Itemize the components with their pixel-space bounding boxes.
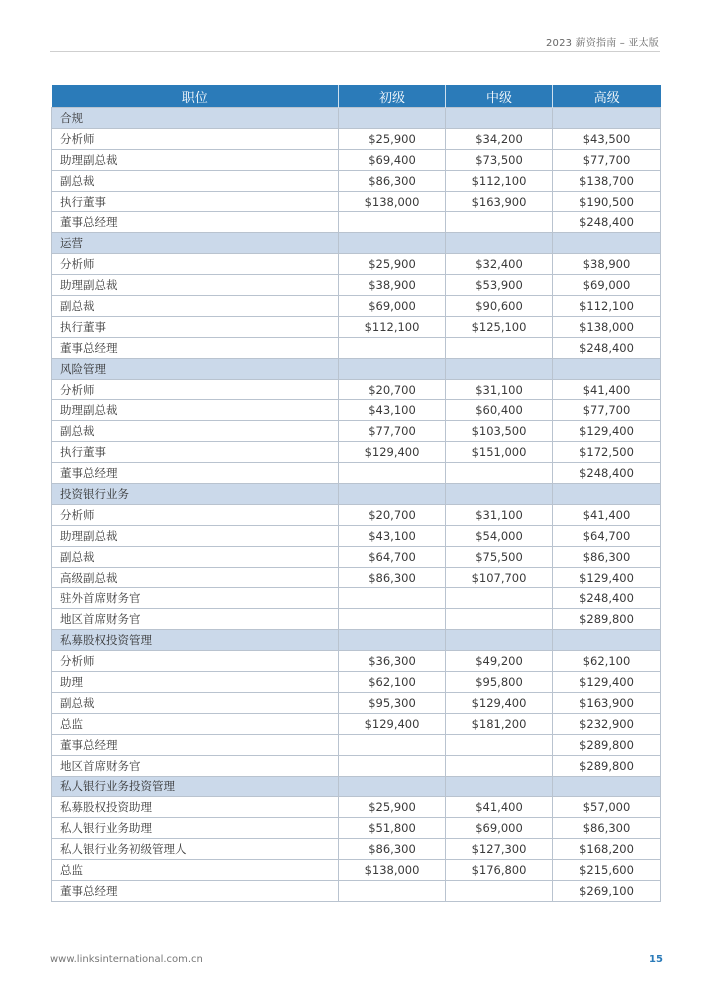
salary-junior-cell xyxy=(339,755,446,776)
table-row xyxy=(52,379,661,400)
salary-senior-cell: $41,400 xyxy=(553,504,661,525)
salary-senior-cell: $38,900 xyxy=(553,254,661,275)
table-row xyxy=(52,149,661,170)
position-title-cell: 董事总经理 xyxy=(52,734,339,755)
position-title-cell: 总监 xyxy=(52,860,339,881)
salary-senior-cell: $248,400 xyxy=(553,463,661,484)
salary-mid-cell xyxy=(446,463,553,484)
table-row xyxy=(52,296,661,317)
position-title-cell: 副总裁 xyxy=(52,170,339,191)
salary-mid-cell xyxy=(446,755,553,776)
salary-senior-cell: $69,000 xyxy=(553,275,661,296)
table-row xyxy=(52,692,661,713)
salary-senior-cell: $138,000 xyxy=(553,316,661,337)
salary-senior-cell: $172,500 xyxy=(553,442,661,463)
salary-senior-cell: $215,600 xyxy=(553,860,661,881)
position-title-cell: 高级副总裁 xyxy=(52,567,339,588)
salary-mid-cell xyxy=(446,588,553,609)
salary-mid-cell: $31,100 xyxy=(446,379,553,400)
salary-mid-cell: $41,400 xyxy=(446,797,553,818)
table-row xyxy=(52,651,661,672)
salary-senior-cell: $41,400 xyxy=(553,379,661,400)
table-row xyxy=(52,525,661,546)
column-header-position: 职位 xyxy=(52,85,339,108)
salary-junior-cell: $43,100 xyxy=(339,525,446,546)
position-title-cell: 私人银行业务初级管理人 xyxy=(52,839,339,860)
section-empty-cell xyxy=(339,630,446,651)
salary-mid-cell: $53,900 xyxy=(446,275,553,296)
section-empty-cell xyxy=(553,108,661,129)
section-empty-cell xyxy=(446,358,553,379)
salary-mid-cell xyxy=(446,337,553,358)
table-row xyxy=(52,818,661,839)
salary-junior-cell: $25,900 xyxy=(339,797,446,818)
salary-senior-cell: $62,100 xyxy=(553,651,661,672)
table-row xyxy=(52,609,661,630)
salary-senior-cell: $232,900 xyxy=(553,713,661,734)
salary-senior-cell: $163,900 xyxy=(553,692,661,713)
salary-junior-cell: $95,300 xyxy=(339,692,446,713)
position-title-cell: 总监 xyxy=(52,713,339,734)
salary-senior-cell: $43,500 xyxy=(553,128,661,149)
salary-mid-cell: $60,400 xyxy=(446,400,553,421)
salary-mid-cell: $151,000 xyxy=(446,442,553,463)
section-name: 私募股权投资管理 xyxy=(52,630,339,651)
salary-mid-cell: $49,200 xyxy=(446,651,553,672)
salary-senior-cell: $289,800 xyxy=(553,755,661,776)
position-title-cell: 分析师 xyxy=(52,128,339,149)
position-title-cell: 副总裁 xyxy=(52,421,339,442)
salary-junior-cell: $138,000 xyxy=(339,191,446,212)
table-row xyxy=(52,170,661,191)
salary-junior-cell: $43,100 xyxy=(339,400,446,421)
position-title-cell: 董事总经理 xyxy=(52,337,339,358)
salary-senior-cell: $269,100 xyxy=(553,880,661,901)
position-title-cell: 私人银行业务助理 xyxy=(52,818,339,839)
table-row xyxy=(52,275,661,296)
section-header-row xyxy=(52,108,661,129)
position-title-cell: 分析师 xyxy=(52,254,339,275)
salary-mid-cell xyxy=(446,734,553,755)
footer-website: www.linksinternational.com.cn xyxy=(50,954,203,965)
salary-mid-cell: $90,600 xyxy=(446,296,553,317)
salary-junior-cell: $51,800 xyxy=(339,818,446,839)
section-empty-cell xyxy=(446,484,553,505)
salary-senior-cell: $248,400 xyxy=(553,212,661,233)
section-name: 合规 xyxy=(52,108,339,129)
position-title-cell: 副总裁 xyxy=(52,692,339,713)
table-row xyxy=(52,463,661,484)
section-empty-cell xyxy=(553,484,661,505)
salary-mid-cell: $54,000 xyxy=(446,525,553,546)
table-row xyxy=(52,588,661,609)
salary-junior-cell: $25,900 xyxy=(339,254,446,275)
position-title-cell: 地区首席财务官 xyxy=(52,609,339,630)
position-title-cell: 助理副总裁 xyxy=(52,275,339,296)
column-header-senior: 高级 xyxy=(553,85,661,108)
position-title-cell: 副总裁 xyxy=(52,546,339,567)
salary-mid-cell: $163,900 xyxy=(446,191,553,212)
position-title-cell: 助理副总裁 xyxy=(52,400,339,421)
salary-junior-cell xyxy=(339,463,446,484)
section-header-row xyxy=(52,484,661,505)
salary-junior-cell: $69,000 xyxy=(339,296,446,317)
salary-table xyxy=(51,85,661,902)
position-title-cell: 助理 xyxy=(52,672,339,693)
salary-junior-cell: $25,900 xyxy=(339,128,446,149)
salary-mid-cell: $103,500 xyxy=(446,421,553,442)
table-row xyxy=(52,337,661,358)
position-title-cell: 分析师 xyxy=(52,504,339,525)
position-title-cell: 董事总经理 xyxy=(52,463,339,484)
table-row xyxy=(52,672,661,693)
salary-junior-cell: $77,700 xyxy=(339,421,446,442)
section-name: 私人银行业务投资管理 xyxy=(52,776,339,797)
table-body xyxy=(52,108,661,902)
section-empty-cell xyxy=(339,233,446,254)
section-empty-cell xyxy=(339,108,446,129)
salary-mid-cell: $129,400 xyxy=(446,692,553,713)
table-row xyxy=(52,567,661,588)
salary-senior-cell: $57,000 xyxy=(553,797,661,818)
salary-mid-cell: $34,200 xyxy=(446,128,553,149)
section-header-row xyxy=(52,358,661,379)
salary-mid-cell: $32,400 xyxy=(446,254,553,275)
salary-mid-cell: $95,800 xyxy=(446,672,553,693)
salary-junior-cell xyxy=(339,588,446,609)
salary-junior-cell: $86,300 xyxy=(339,839,446,860)
salary-senior-cell: $289,800 xyxy=(553,734,661,755)
table-row xyxy=(52,421,661,442)
salary-junior-cell: $86,300 xyxy=(339,170,446,191)
salary-senior-cell: $77,700 xyxy=(553,149,661,170)
footer-page-number: 15 xyxy=(649,954,663,965)
salary-junior-cell: $20,700 xyxy=(339,379,446,400)
salary-junior-cell xyxy=(339,734,446,755)
section-empty-cell xyxy=(339,776,446,797)
salary-senior-cell: $77,700 xyxy=(553,400,661,421)
section-name: 运营 xyxy=(52,233,339,254)
salary-mid-cell: $31,100 xyxy=(446,504,553,525)
table-row xyxy=(52,442,661,463)
table-row xyxy=(52,191,661,212)
salary-junior-cell: $86,300 xyxy=(339,567,446,588)
section-empty-cell xyxy=(553,776,661,797)
position-title-cell: 地区首席财务官 xyxy=(52,755,339,776)
section-name: 投资银行业务 xyxy=(52,484,339,505)
position-title-cell: 驻外首席财务官 xyxy=(52,588,339,609)
table-row xyxy=(52,254,661,275)
section-empty-cell xyxy=(446,630,553,651)
salary-junior-cell: $62,100 xyxy=(339,672,446,693)
position-title-cell: 执行董事 xyxy=(52,191,339,212)
section-header-row xyxy=(52,233,661,254)
salary-senior-cell: $129,400 xyxy=(553,421,661,442)
salary-senior-cell: $129,400 xyxy=(553,567,661,588)
salary-senior-cell: $86,300 xyxy=(553,546,661,567)
salary-senior-cell: $138,700 xyxy=(553,170,661,191)
section-empty-cell xyxy=(446,233,553,254)
salary-junior-cell xyxy=(339,880,446,901)
salary-junior-cell xyxy=(339,609,446,630)
salary-junior-cell: $112,100 xyxy=(339,316,446,337)
salary-senior-cell: $64,700 xyxy=(553,525,661,546)
column-header-mid: 中级 xyxy=(446,85,553,108)
position-title-cell: 执行董事 xyxy=(52,316,339,337)
section-header-row xyxy=(52,776,661,797)
salary-junior-cell: $129,400 xyxy=(339,442,446,463)
salary-senior-cell: $248,400 xyxy=(553,337,661,358)
table-row xyxy=(52,713,661,734)
table-row xyxy=(52,755,661,776)
table-row xyxy=(52,546,661,567)
page-header-title: 2023 薪资指南 – 亚太版 xyxy=(546,38,659,49)
table-row xyxy=(52,212,661,233)
section-header-row xyxy=(52,630,661,651)
salary-junior-cell: $129,400 xyxy=(339,713,446,734)
salary-senior-cell: $112,100 xyxy=(553,296,661,317)
salary-mid-cell xyxy=(446,880,553,901)
salary-mid-cell xyxy=(446,609,553,630)
salary-senior-cell: $129,400 xyxy=(553,672,661,693)
salary-senior-cell: $190,500 xyxy=(553,191,661,212)
salary-junior-cell: $38,900 xyxy=(339,275,446,296)
salary-mid-cell: $176,800 xyxy=(446,860,553,881)
salary-mid-cell xyxy=(446,212,553,233)
position-title-cell: 助理副总裁 xyxy=(52,149,339,170)
table-row xyxy=(52,797,661,818)
salary-mid-cell: $107,700 xyxy=(446,567,553,588)
salary-junior-cell: $20,700 xyxy=(339,504,446,525)
salary-junior-cell: $138,000 xyxy=(339,860,446,881)
salary-mid-cell: $127,300 xyxy=(446,839,553,860)
table-row xyxy=(52,860,661,881)
table-row xyxy=(52,880,661,901)
table-row xyxy=(52,734,661,755)
position-title-cell: 董事总经理 xyxy=(52,212,339,233)
section-empty-cell xyxy=(446,776,553,797)
section-empty-cell xyxy=(553,630,661,651)
position-title-cell: 分析师 xyxy=(52,379,339,400)
table-row xyxy=(52,839,661,860)
section-empty-cell xyxy=(446,108,553,129)
salary-junior-cell: $69,400 xyxy=(339,149,446,170)
salary-mid-cell: $75,500 xyxy=(446,546,553,567)
salary-junior-cell xyxy=(339,337,446,358)
salary-senior-cell: $289,800 xyxy=(553,609,661,630)
table-row xyxy=(52,128,661,149)
salary-senior-cell: $86,300 xyxy=(553,818,661,839)
position-title-cell: 副总裁 xyxy=(52,296,339,317)
section-empty-cell xyxy=(553,233,661,254)
table-row xyxy=(52,316,661,337)
salary-mid-cell: $125,100 xyxy=(446,316,553,337)
section-name: 风险管理 xyxy=(52,358,339,379)
table-row xyxy=(52,400,661,421)
section-empty-cell xyxy=(339,484,446,505)
salary-mid-cell: $181,200 xyxy=(446,713,553,734)
salary-mid-cell: $112,100 xyxy=(446,170,553,191)
position-title-cell: 董事总经理 xyxy=(52,880,339,901)
column-header-junior: 初级 xyxy=(339,85,446,108)
salary-junior-cell: $36,300 xyxy=(339,651,446,672)
table-header-row xyxy=(52,85,661,108)
position-title-cell: 私募股权投资助理 xyxy=(52,797,339,818)
salary-senior-cell: $168,200 xyxy=(553,839,661,860)
position-title-cell: 分析师 xyxy=(52,651,339,672)
section-empty-cell xyxy=(339,358,446,379)
position-title-cell: 执行董事 xyxy=(52,442,339,463)
salary-mid-cell: $73,500 xyxy=(446,149,553,170)
table-row xyxy=(52,504,661,525)
salary-mid-cell: $69,000 xyxy=(446,818,553,839)
header-divider xyxy=(50,51,660,52)
section-empty-cell xyxy=(553,358,661,379)
salary-senior-cell: $248,400 xyxy=(553,588,661,609)
salary-junior-cell xyxy=(339,212,446,233)
salary-junior-cell: $64,700 xyxy=(339,546,446,567)
position-title-cell: 助理副总裁 xyxy=(52,525,339,546)
